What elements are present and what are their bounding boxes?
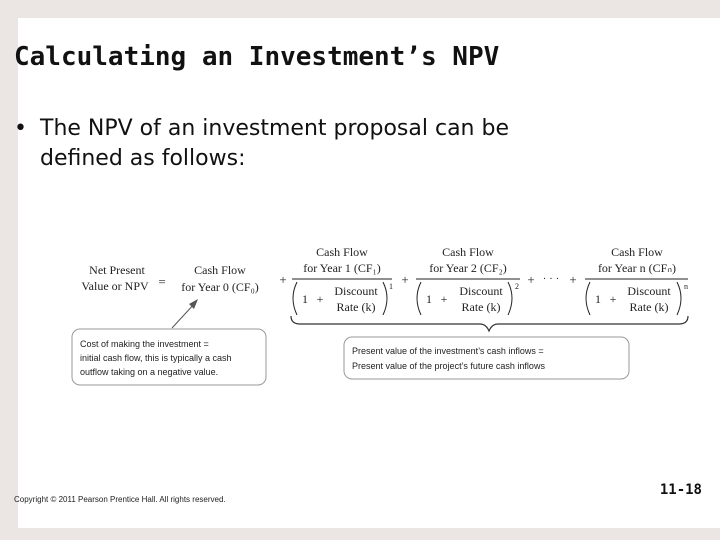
ellipsis: · · · <box>542 273 560 285</box>
termn-numerator-line2: for Year n (CFₙ) <box>597 261 677 275</box>
equals-sign: = <box>158 274 166 289</box>
plus-sign-3: + <box>527 272 535 287</box>
plus-sign-1: + <box>279 272 287 287</box>
term2-numerator-line2: for Year 2 (CF₂) <box>429 261 507 275</box>
term1-denom-line1: Discount <box>334 284 378 298</box>
term2-exponent: 2 <box>515 282 519 291</box>
note-right-line1: Present value of the investment’s cash inflows = <box>352 346 544 356</box>
term1-left-paren <box>293 282 297 315</box>
termn-denom-one: 1 <box>595 292 601 306</box>
termn-denom-line1: Discount <box>627 284 671 298</box>
term-year-n <box>585 245 688 315</box>
term1-numerator-line2: for Year 1 (CF₁) <box>303 261 381 275</box>
plus-sign-2: + <box>401 272 409 287</box>
term1-denom-plus: + <box>316 292 324 306</box>
note-left-line2: initial cash flow, this is typically a cash <box>80 353 232 363</box>
lhs-label-line1: Net Present <box>89 263 145 277</box>
term2-left-paren <box>417 282 421 315</box>
cf0-label-line1: Cash Flow <box>194 263 246 277</box>
termn-denom-line2: Rate (k) <box>629 300 669 314</box>
copyright-notice: Copyright © 2011 Pearson Prentice Hall. All rights reserved. <box>14 495 226 504</box>
note-left-line3: outflow taking on a negative value. <box>80 367 219 377</box>
bullet-text-line2: defined as follows: <box>40 146 246 171</box>
lhs-label-line2: Value or NPV <box>81 279 149 293</box>
term1-denom-one: 1 <box>302 292 308 306</box>
bullet-text-line1: The NPV of an investment proposal can be <box>40 116 509 141</box>
term1-exponent: 1 <box>389 282 393 291</box>
term1-numerator-line1: Cash Flow <box>316 245 368 259</box>
term2-denom-one: 1 <box>426 292 432 306</box>
term-year-2 <box>416 245 520 315</box>
termn-right-paren <box>677 282 681 315</box>
term2-denom-line1: Discount <box>459 284 503 298</box>
term1-denom-line2: Rate (k) <box>336 300 376 314</box>
cf0-label-line2: for Year 0 (CF₀) <box>181 280 259 294</box>
term-year-1 <box>292 245 393 315</box>
present-value-brace <box>291 316 688 331</box>
term2-denom-plus: + <box>440 292 448 306</box>
bullet-marker: • <box>14 116 27 141</box>
termn-denom-plus: + <box>609 292 617 306</box>
slide-title: Calculating an Investment’s NPV <box>14 42 500 72</box>
termn-left-paren <box>586 282 590 315</box>
term2-numerator-line1: Cash Flow <box>442 245 494 259</box>
page-number: 11-18 <box>659 482 702 498</box>
termn-numerator-line1: Cash Flow <box>611 245 663 259</box>
plus-sign-4: + <box>569 272 577 287</box>
term2-right-paren <box>508 282 512 315</box>
termn-exponent: n <box>684 282 688 291</box>
term1-right-paren <box>383 282 387 315</box>
note-right-line2: Present value of the project’s future cash inflows <box>352 361 545 371</box>
term2-denom-line2: Rate (k) <box>461 300 501 314</box>
note-left-line1: Cost of making the investment = <box>80 339 209 349</box>
present-value-note-box <box>344 337 629 379</box>
